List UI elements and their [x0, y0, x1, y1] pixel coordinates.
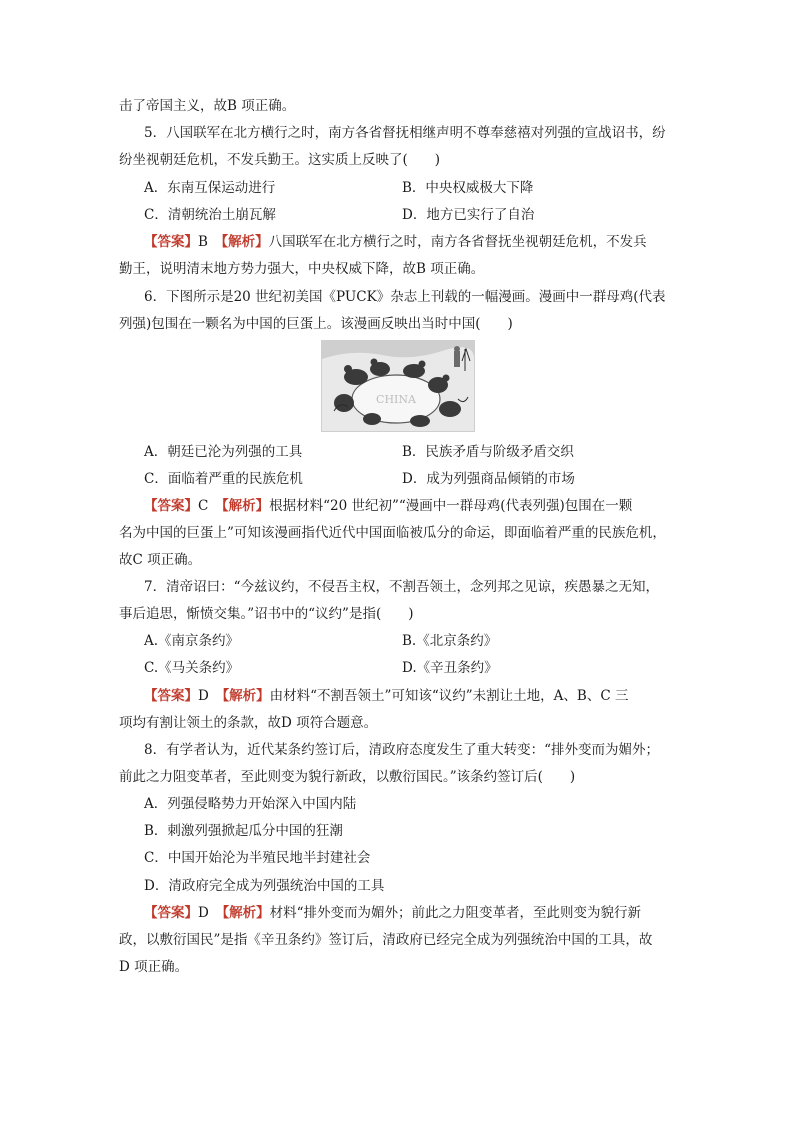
analysis-tag: 【解析】 [221, 234, 269, 250]
q6-option-b: B．民族矛盾与阶级矛盾交织 [402, 444, 574, 460]
q7-option-d: D.《辛丑条约》 [402, 660, 498, 676]
q5-analysis-1: 八国联军在北方横行之时，南方各省督抚坐视朝廷危机，不发兵 [268, 234, 647, 250]
q6-analysis-1: 根据材料“20 世纪初”“漫画中一群母鸡(代表列强)包围在一颗 [269, 498, 633, 514]
puck-cartoon-image [321, 340, 475, 432]
egg-label: CHINA [376, 393, 416, 406]
analysis-tag: 【解析】 [221, 498, 270, 514]
q8-answer-line [144, 903, 704, 923]
q7-analysis-2: 项均有割让领土的条款，故D 项符合题意。 [119, 715, 378, 731]
q8-analysis-2: 政，以敷衍国民”是指《辛丑条约》签订后，清政府已经完全成为列强统治中国的工具，故 [119, 932, 653, 948]
q7-option-c: C.《马关条约》 [144, 660, 240, 676]
q5-stem-line-1: 5．八国联军在北方横行之时，南方各省督抚相继声明不尊奉慈禧对列强的宣战诏书，纷 [144, 125, 666, 141]
q8-analysis-1: 材料“排外变而为媚外；前此之力阻变革者，至此则变为貌行新 [269, 905, 641, 921]
q8-option-b: B．刺激列强掀起瓜分中国的狂潮 [144, 823, 343, 839]
q7-stem-line-1: 7．清帝诏曰：“今兹议约，不侵吾主权，不割吾领土，念列邦之见谅，疾愚暴之无知， [144, 579, 659, 595]
q7-stem-line-2: 事后追思，惭愤交集。”诏书中的“议约”是指( ) [119, 606, 414, 622]
cartoon-drawing [322, 341, 474, 431]
q5-answer: B [198, 234, 208, 250]
q4-analysis-tail: 击了帝国主义，故B 项正确。 [119, 98, 296, 114]
q8-answer: D [198, 905, 209, 921]
q5-option-b: B．中央权威极大下降 [402, 180, 534, 196]
q5-option-c: C．清朝统治土崩瓦解 [144, 207, 276, 223]
q8-option-d: D．清政府完全成为列强统治中国的工具 [144, 878, 385, 894]
answer-tag: 【答案】 [144, 905, 198, 921]
q7-answer-line [144, 686, 704, 706]
q7-option-a: A.《南京条约》 [144, 633, 240, 649]
q7-option-b: B.《北京条约》 [402, 633, 498, 649]
q6-option-d: D．成为列强商品倾销的市场 [402, 471, 575, 487]
q8-analysis-3: D 项正确。 [119, 959, 189, 975]
q6-stem-line-1: 6．下图所示是20 世纪初美国《PUCK》杂志上刊载的一幅漫画。漫画中一群母鸡(代表 [144, 289, 666, 305]
q6-answer: C [198, 498, 209, 514]
q8-stem-line-2: 前此之力阻变革者，至此则变为貌行新政，以敷衍国民。”该条约签订后( ) [119, 769, 576, 785]
q6-answer-line [144, 496, 704, 516]
analysis-tag: 【解析】 [222, 688, 270, 704]
answer-tag: 【答案】 [144, 498, 198, 514]
q6-analysis-2: 名为中国的巨蛋上”可知该漫画指代近代中国面临被瓜分的命运，即面临着严重的民族危机， [119, 525, 666, 541]
analysis-tag: 【解析】 [222, 905, 270, 921]
q8-option-c: C．中国开始沦为半殖民地半封建社会 [144, 850, 371, 866]
q7-answer: D [198, 688, 209, 704]
q8-option-a: A．列强侵略势力开始深入中国内陆 [144, 796, 357, 812]
q6-option-a: A．朝廷已沦为列强的工具 [144, 444, 303, 460]
answer-tag: 【答案】 [144, 688, 198, 704]
q5-answer-line [144, 232, 704, 252]
answer-tag: 【答案】 [144, 234, 198, 250]
q5-option-a: A．东南互保运动进行 [144, 180, 276, 196]
q5-stem-line-2: 纷坐视朝廷危机，不发兵勤王。这实质上反映了( ) [119, 152, 441, 168]
q8-stem-line-1: 8．有学者认为，近代某条约签订后，清政府态度发生了重大转变：“排外变而为媚外； [144, 742, 659, 758]
q7-analysis-1: 由材料“不割吾领土”可知该“议约”未割让土地，A、B、C 三 [269, 688, 629, 704]
q5-analysis-2: 勤王，说明清末地方势力强大，中央权威下降，故B 项正确。 [119, 261, 485, 277]
q5-option-d: D．地方已实行了自治 [402, 207, 535, 223]
q6-stem-line-2: 列强)包围在一颗名为中国的巨蛋上。该漫画反映出当时中国( ) [119, 316, 513, 332]
q6-option-c: C．面临着严重的民族危机 [144, 471, 303, 487]
q6-analysis-3: 故C 项正确。 [119, 552, 202, 568]
